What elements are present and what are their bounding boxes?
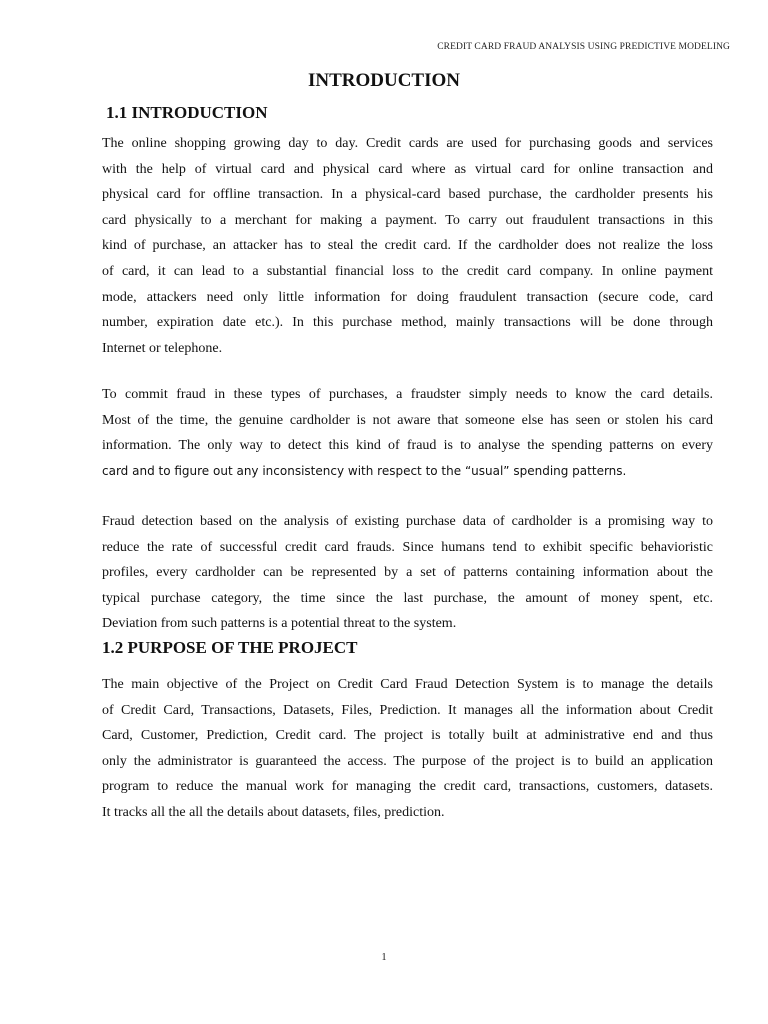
paragraph-line: of Credit Card, Transactions, Datasets, Files, Prediction. It manages all the information about Credit bbox=[102, 702, 713, 718]
paragraph-line: profiles, every cardholder can be represented by a set of patterns containing information about the bbox=[102, 565, 713, 581]
paragraph-line: The online shopping growing day to day. Credit cards are used for purchasing goods and services bbox=[102, 136, 713, 151]
paragraph-line: Deviation from such patterns is a potential threat to the system. bbox=[102, 616, 457, 632]
running-header: CREDIT CARD FRAUD ANALYSIS USING PREDICTIVE MODELING bbox=[437, 42, 730, 52]
paragraph-line: reduce the rate of successful credit card frauds. Since humans tend to exhibit specific behavioristic bbox=[102, 539, 713, 555]
paragraph-line: typical purchase category, the time since the last purchase, the amount of money spent, etc. bbox=[102, 590, 713, 606]
paragraph-line: mode, attackers need only little information for doing fraudulent transaction (secure code, card bbox=[102, 289, 713, 305]
paragraph-main-objective bbox=[102, 672, 713, 826]
paragraph-online-shopping bbox=[102, 131, 713, 361]
paragraph-fraud-detection bbox=[102, 509, 713, 637]
paragraph-line: To commit fraud in these types of purchases, a fraudster simply needs to know the card details. bbox=[102, 387, 713, 402]
paragraph-line: information. The only way to detect this kind of fraud is to analyse the spending patterns on every bbox=[102, 438, 713, 454]
paragraph-commit-fraud bbox=[102, 382, 713, 484]
paragraph-line: of card, it can lead to a substantial financial loss to the credit card company. In online payment bbox=[102, 263, 713, 279]
paragraph-line: number, expiration date etc.). In this purchase method, mainly transactions will be done through bbox=[102, 315, 713, 331]
paragraph-line: The main objective of the Project on Credit Card Fraud Detection System is to manage the details bbox=[102, 677, 713, 692]
paragraph-line: Card, Customer, Prediction, Credit card. The project is totally built at administrative end and thus bbox=[102, 728, 713, 744]
paragraph-line: Internet or telephone. bbox=[102, 340, 223, 356]
paragraph-line: physical card for offline transaction. In a physical-card based purchase, the cardholder presents his bbox=[102, 187, 713, 203]
paragraph-line: program to reduce the manual work for managing the credit card, transactions, customers, datasets. bbox=[102, 779, 713, 795]
page-title: INTRODUCTION bbox=[307, 70, 461, 91]
paragraph-line: It tracks all the all the details about datasets, files, prediction. bbox=[102, 804, 445, 820]
paragraph-line: card and to figure out any inconsistency with respect to the “usual” spending patterns. bbox=[102, 463, 627, 478]
page-number: 1 bbox=[381, 952, 387, 963]
paragraph-line: card physically to a merchant for making a payment. To carry out fraudulent transactions in this bbox=[102, 212, 713, 228]
paragraph-line: Fraud detection based on the analysis of existing purchase data of cardholder is a promising way to bbox=[102, 514, 713, 529]
section-heading-purpose: 1.2 PURPOSE OF THE PROJECT bbox=[102, 638, 358, 657]
paragraph-line: only the administrator is guaranteed the access. The purpose of the project is to build an application bbox=[102, 753, 713, 769]
paragraph-line: kind of purchase, an attacker has to steal the credit card. If the cardholder does not realize the loss bbox=[102, 238, 713, 254]
paragraph-line: with the help of virtual card and physical card where as virtual card for online transaction and bbox=[102, 161, 713, 177]
paragraph-line: Most of the time, the genuine cardholder is not aware that someone else has seen or stolen his card bbox=[102, 412, 713, 428]
section-heading-introduction: 1.1 INTRODUCTION bbox=[106, 103, 268, 122]
